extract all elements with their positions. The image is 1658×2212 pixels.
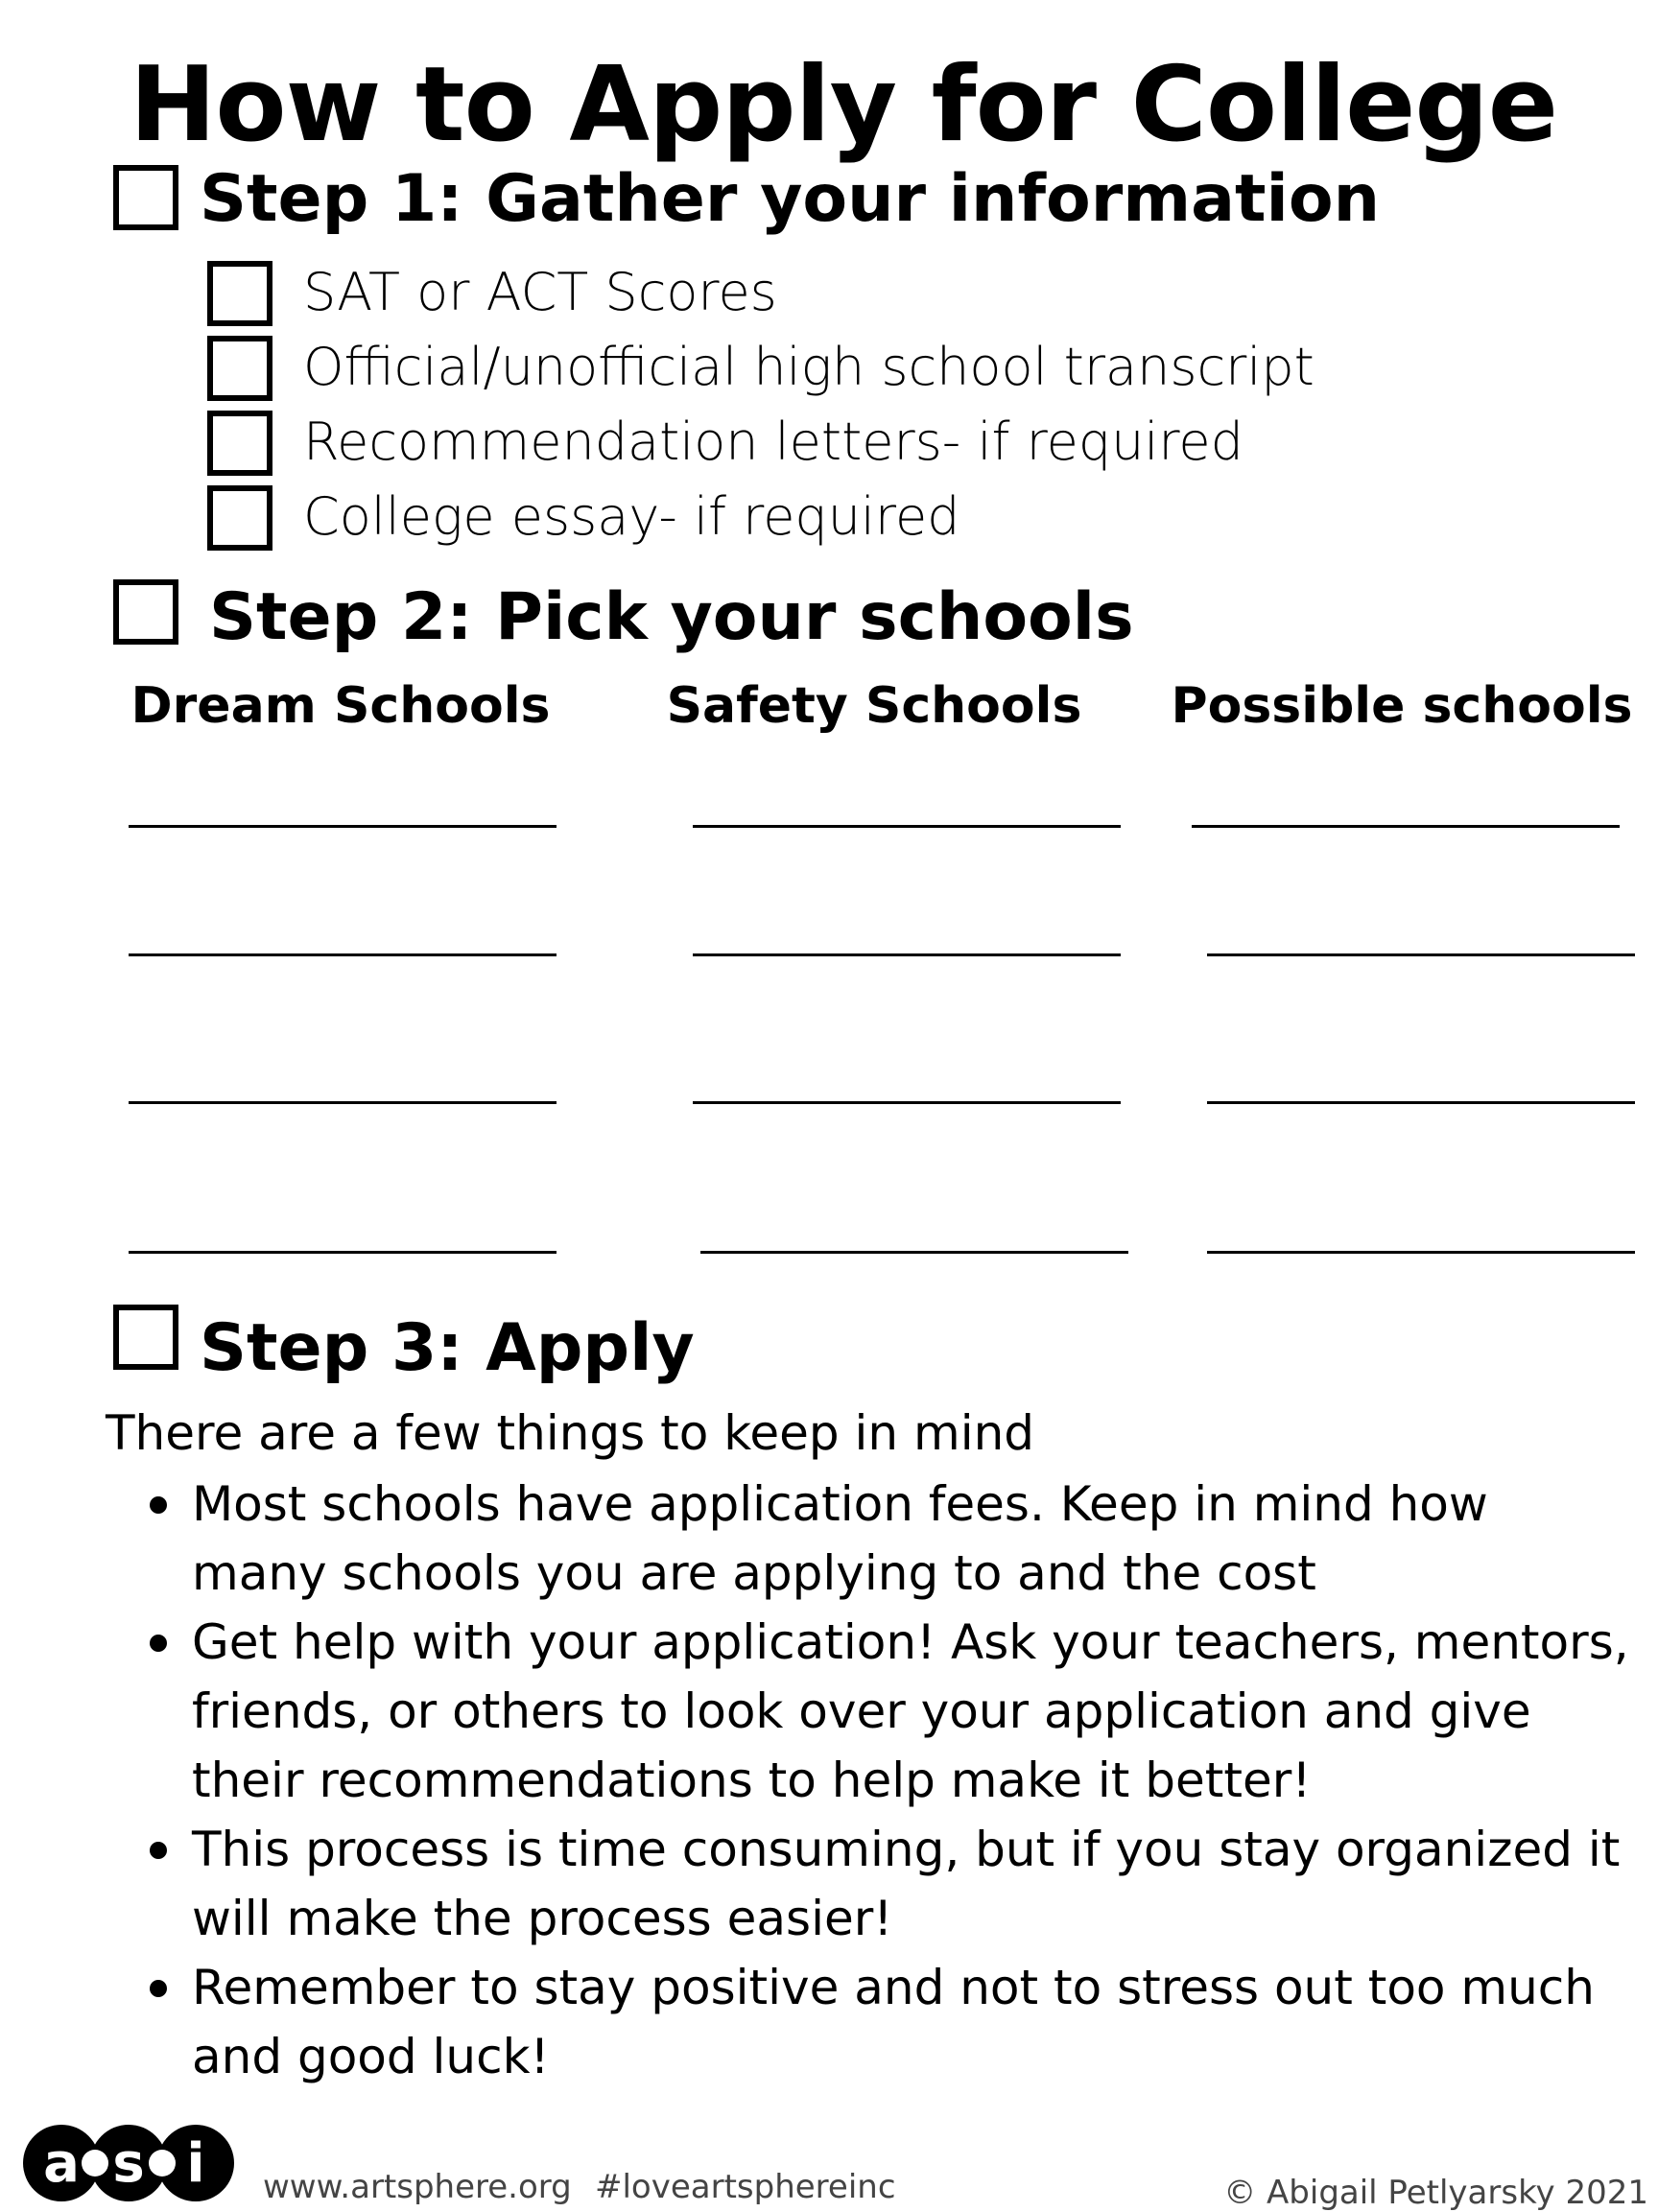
footer-website[interactable]: www.artsphere.org <box>263 2168 572 2206</box>
list-item: Most schools have application fees. Keep in mind how many schools you are applying to and the cost <box>140 1470 1637 1608</box>
step1-item-checkbox[interactable] <box>207 411 272 476</box>
step1-item: Official/unofficial high school transcript <box>303 337 1315 397</box>
svg-text:i: i <box>186 2132 205 2195</box>
step2-heading: Step 2: Pick your schools <box>209 579 1134 655</box>
step3-bullet-list <box>140 1470 1637 2091</box>
safety-school-line[interactable] <box>693 1101 1121 1104</box>
list-item: Get help with your application! Ask your teachers, mentors, friends, or others to look over your application and give their recommendations to help make it better! <box>140 1608 1637 1815</box>
step1-heading: Step 1: Gather your information <box>200 161 1380 237</box>
column-header-safety: Safety Schools <box>666 677 1082 735</box>
dream-school-line[interactable] <box>129 825 557 828</box>
step1-item-checkbox[interactable] <box>207 261 272 326</box>
safety-school-line[interactable] <box>693 825 1121 828</box>
list-item: This process is time consuming, but if you stay organized it will make the process easier! <box>140 1815 1637 1953</box>
safety-school-line[interactable] <box>700 1251 1128 1254</box>
step1-item: Recommendation letters- if required <box>303 412 1244 472</box>
possible-school-line[interactable] <box>1207 953 1635 956</box>
bullet-icon <box>150 1635 167 1652</box>
possible-school-line[interactable] <box>1192 825 1620 828</box>
step1-checkbox[interactable] <box>113 165 178 230</box>
bullet-icon <box>150 1980 167 1997</box>
step2-checkbox[interactable] <box>113 579 178 645</box>
column-header-possible: Possible schools <box>1171 677 1633 735</box>
column-header-dream: Dream Schools <box>130 677 551 735</box>
step3-intro: There are a few things to keep in mind <box>106 1405 1035 1461</box>
step1-item-checkbox[interactable] <box>207 336 272 401</box>
possible-school-line[interactable] <box>1207 1251 1635 1254</box>
step1-item: College essay- if required <box>303 486 960 547</box>
svg-text:a: a <box>43 2132 80 2195</box>
possible-school-line[interactable] <box>1207 1101 1635 1104</box>
dream-school-line[interactable] <box>129 1101 557 1104</box>
footer-hashtag: #loveartsphereinc <box>595 2168 896 2206</box>
step1-item: SAT or ACT Scores <box>303 262 777 322</box>
svg-text:s: s <box>112 2132 145 2195</box>
dream-school-line[interactable] <box>129 953 557 956</box>
safety-school-line[interactable] <box>693 953 1121 956</box>
dream-school-line[interactable] <box>129 1251 557 1254</box>
page-title: How to Apply for College <box>130 45 1557 165</box>
step3-checkbox[interactable] <box>113 1305 178 1370</box>
artsphere-logo-icon <box>13 2110 244 2206</box>
bullet-icon <box>150 1496 167 1514</box>
step1-item-checkbox[interactable] <box>207 485 272 551</box>
step3-heading: Step 3: Apply <box>200 1310 695 1386</box>
footer-copyright: © Abigail Petlyarsky 2021 <box>1223 2174 1648 2212</box>
bullet-icon <box>150 1842 167 1859</box>
list-item: Remember to stay positive and not to stress out too much and good luck! <box>140 1953 1637 2091</box>
